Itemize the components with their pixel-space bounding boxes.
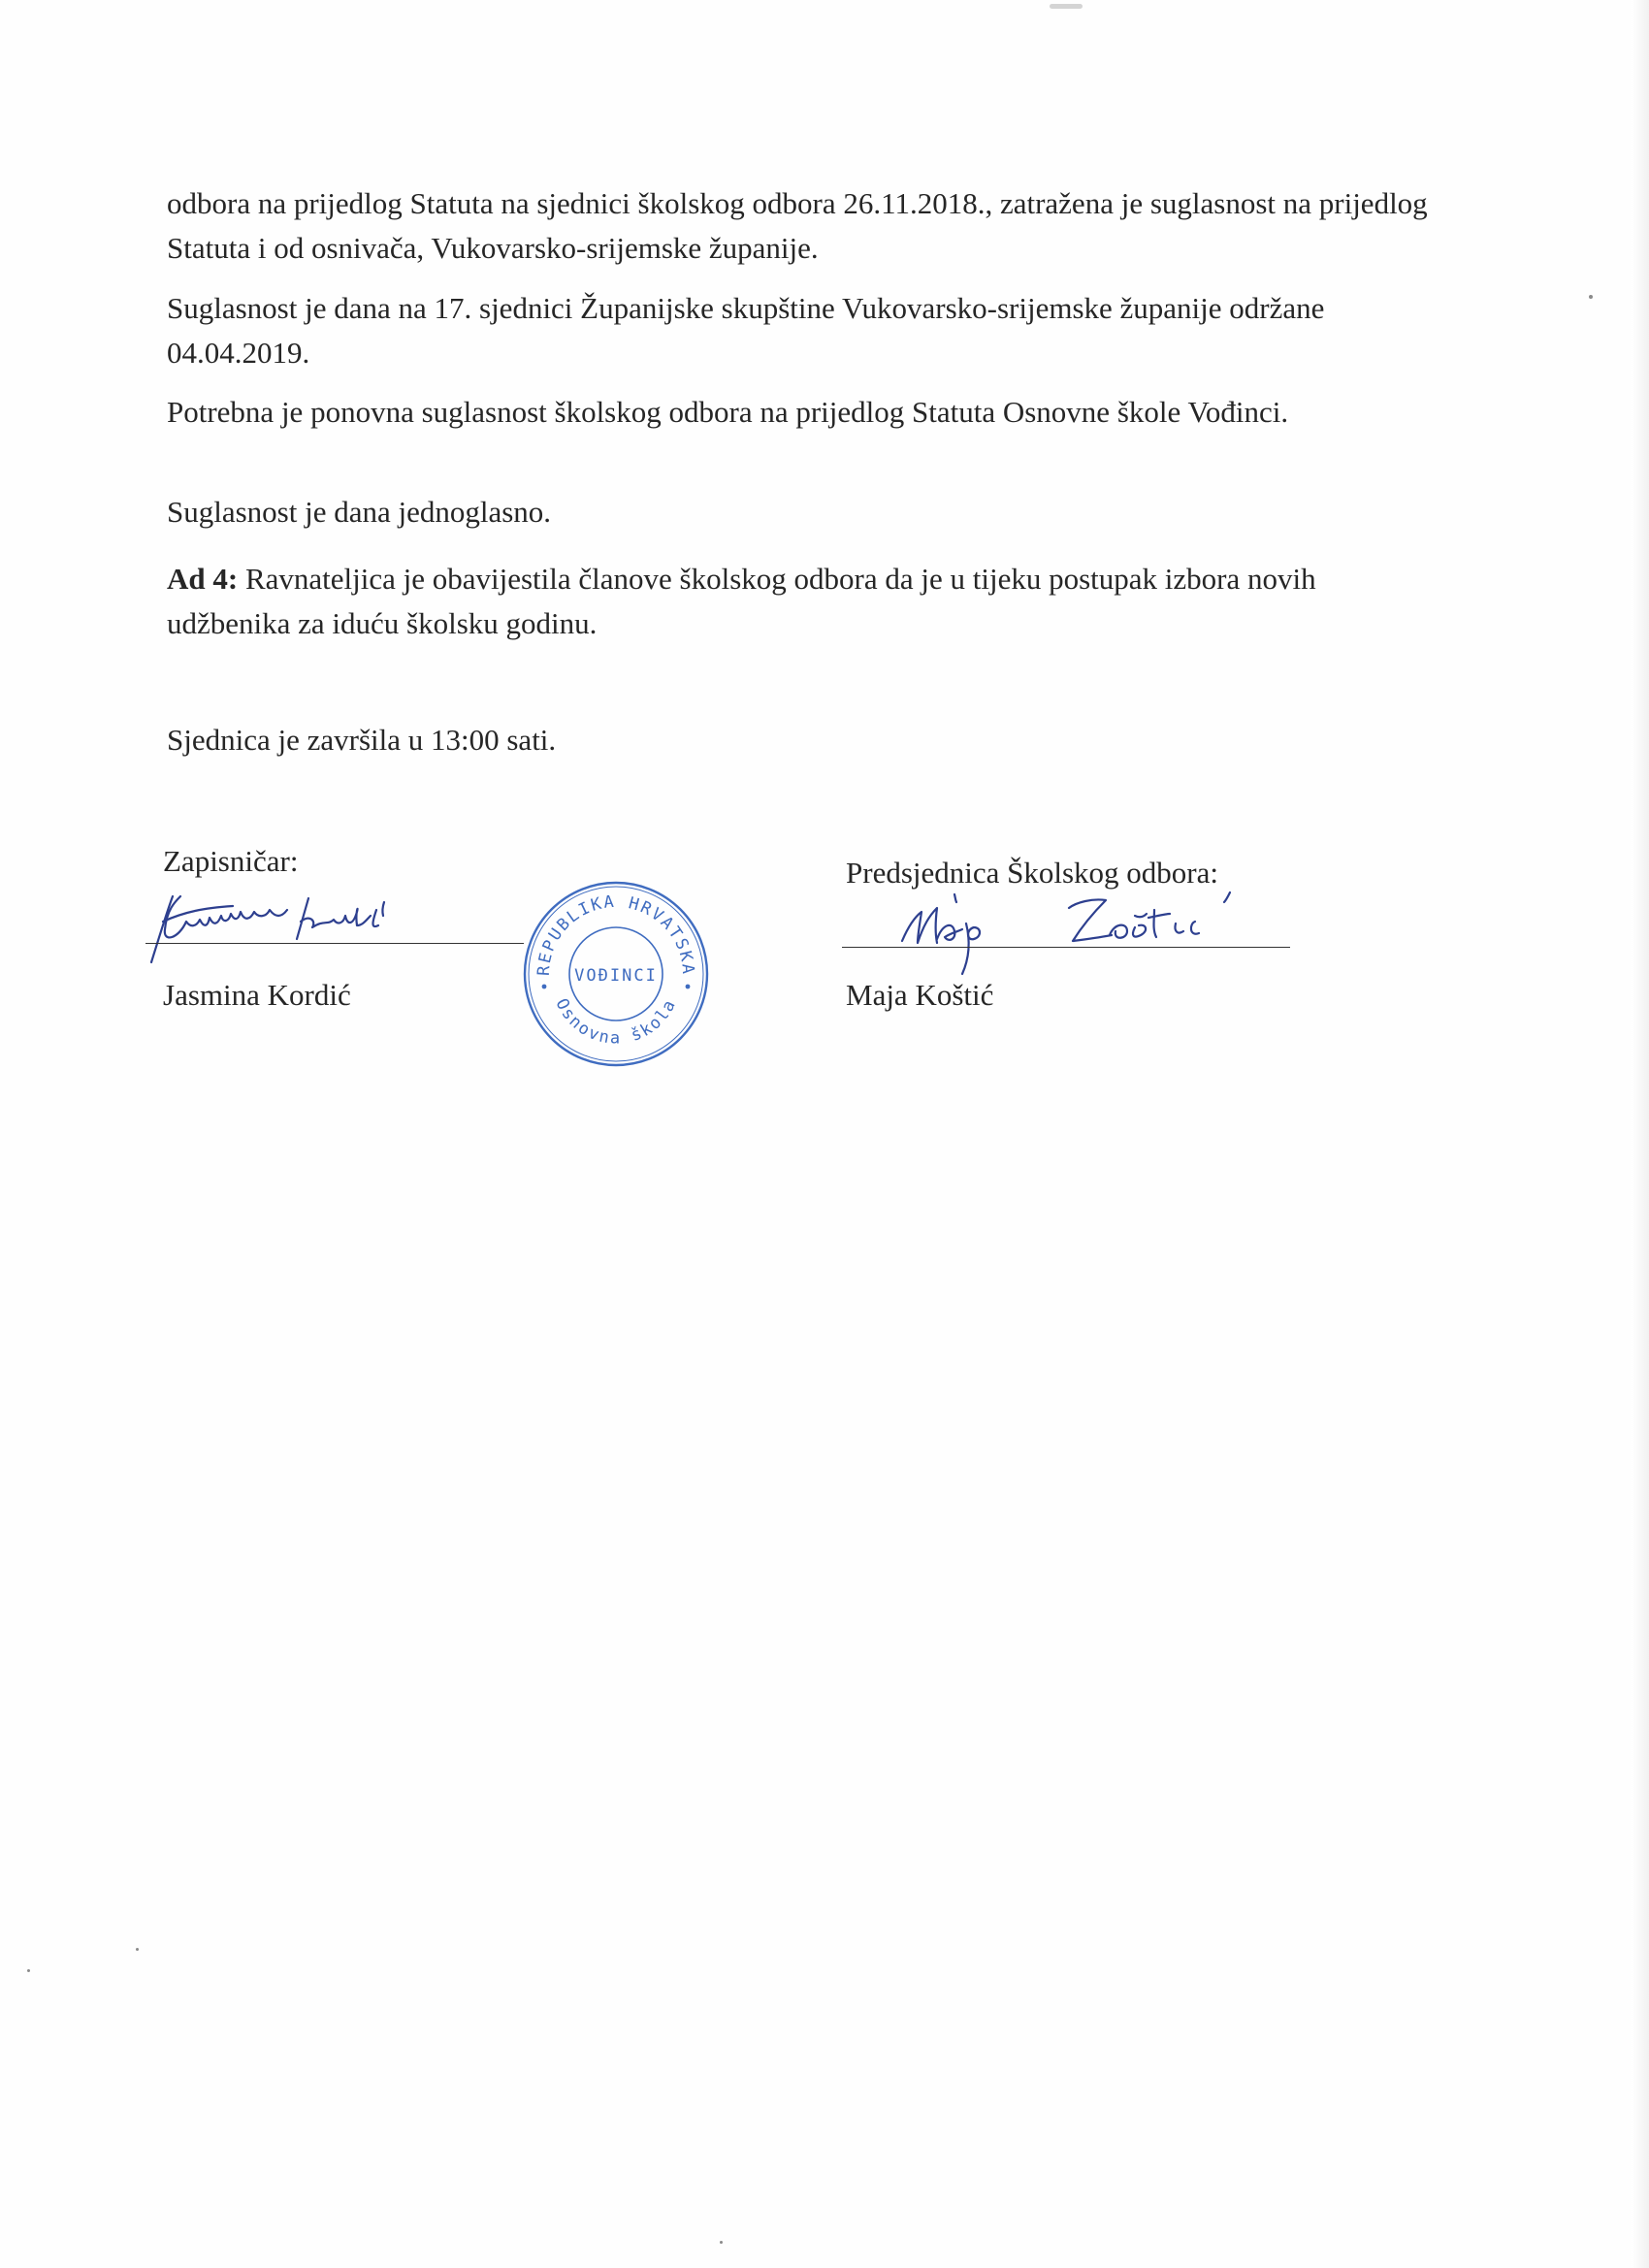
closing-statement: Sjednica je završila u 13:00 sati.: [167, 723, 557, 757]
scan-speck: [1589, 295, 1593, 299]
scan-edge-shadow: [1632, 0, 1649, 2268]
chairwoman-role-label: Predsjednica Školskog odbora:: [846, 856, 1219, 890]
scan-speck: [27, 1969, 30, 1972]
chairwoman-signature-icon: [873, 885, 1261, 982]
chairwoman-signature-line: [842, 947, 1290, 948]
recorder-signature-icon: [146, 883, 446, 970]
recorder-name: Jasmina Kordić: [163, 978, 351, 1012]
paragraph-repeat-consent: Potrebna je ponovna suglasnost školskog odbora na prijedlog Statuta Osnovne škole Vođinci.: [167, 395, 1289, 429]
recorder-signature-line: [146, 943, 524, 944]
stamp-bottom-text: Osnovna škola: [551, 995, 681, 1049]
ad-4-text: Ravnateljica je obavijestila članove školskog odbora da je u tijeku postupak izbora novih udžbenika za iduću školsku godinu.: [167, 562, 1316, 640]
paragraph-county-consent: Suglasnost je dana na 17. sjednici Županijske skupštine Vukovarsko-srijemske županije održane 04.04.2019.: [167, 291, 1325, 370]
scan-speck: [1050, 4, 1083, 9]
paragraph-ad-4: [167, 557, 1428, 646]
chairwoman-name: Maja Koštić: [846, 978, 994, 1012]
stamp-top-text: REPUBLIKA HRVATSKA: [534, 891, 698, 977]
stamp-center-text: VOĐINCI: [574, 966, 658, 986]
scan-speck: [720, 2241, 723, 2244]
recorder-role-label: Zapisničar:: [163, 844, 299, 878]
paragraph-statute-consent-request: odbora na prijedlog Statuta na sjednici školskog odbora 26.11.2018., zatražena je suglasnost na prijedlog Statuta i od osnivača, Vukovarsko-srijemske županije.: [167, 186, 1428, 265]
scan-speck: [136, 1948, 139, 1951]
ad-4-label: Ad 4:: [167, 562, 239, 596]
paragraph-unanimous: Suglasnost je dana jednoglasno.: [167, 495, 552, 529]
school-stamp-icon: [520, 878, 712, 1070]
